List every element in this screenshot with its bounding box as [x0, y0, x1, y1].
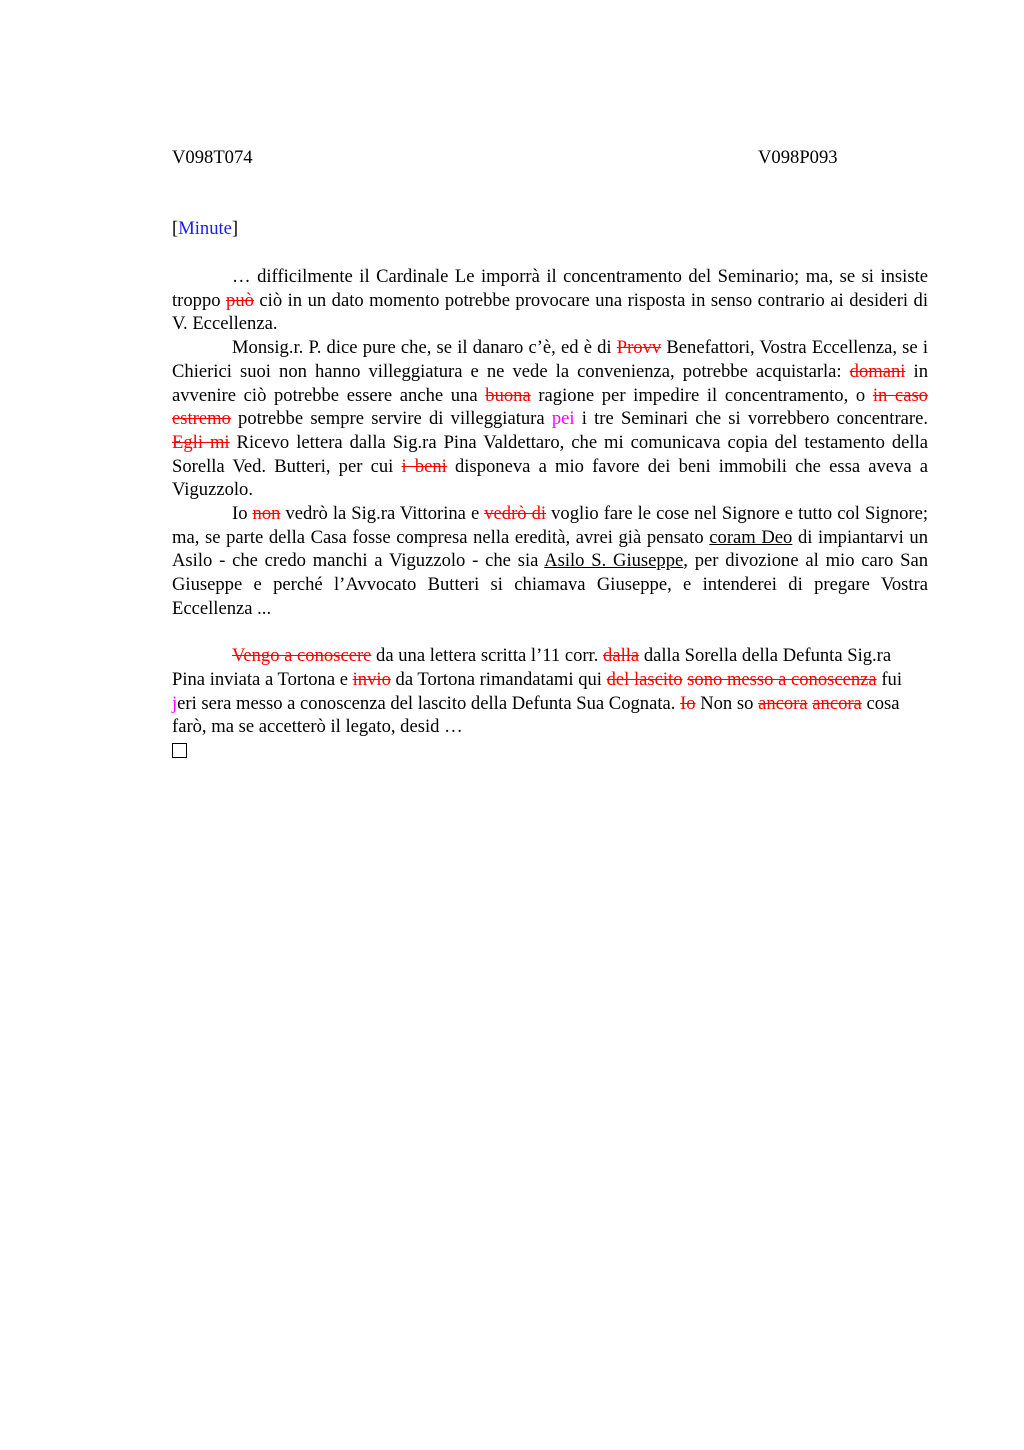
deleted-text: non — [252, 503, 281, 525]
text: Monsig.r. P. dice pure che, se il danaro c’è, ed è di — [232, 337, 617, 359]
text: Io — [232, 503, 253, 525]
text: voglio fare le cose nel Signore e tutto col Signore; ma, se parte della Casa fosse compresa nella eredità, avrei già pensato — [172, 503, 928, 548]
text: cosa farò, ma se accetterò il legato, desid … — [172, 692, 900, 738]
deleted-text: Vengo a conoscere — [232, 645, 372, 667]
deleted-text: Egli mi — [172, 431, 230, 453]
section-heading — [172, 218, 238, 240]
deleted-text: può — [226, 289, 254, 311]
paragraph-1 — [172, 265, 928, 336]
deleted-text: buona — [485, 384, 531, 406]
paragraph-4 — [172, 644, 928, 739]
text: in avvenire ciò potrebbe essere anche una — [172, 360, 928, 406]
text: fui — [876, 668, 902, 690]
deleted-text: Provv — [616, 337, 662, 359]
text: Benefattori, Vostra Eccellenza, se i Chierici suoi non hanno villeggiatura e ne vede la convenienza, potrebbe acquistarla: — [172, 337, 928, 382]
text: potrebbe sempre servire di villeggiatura — [230, 408, 552, 430]
letter-body — [172, 265, 928, 758]
deleted-text: invio — [352, 668, 391, 690]
text: dalla Sorella della Defunta Sig.ra Pina inviata a Tortona e — [172, 645, 892, 690]
bracket-open: [ — [172, 218, 179, 239]
deleted-text: in caso estremo — [172, 384, 928, 430]
text: ragione per impedire il concentramento, o — [530, 384, 873, 406]
underlined-text: coram Deo — [709, 526, 793, 548]
deleted-text: Io — [680, 692, 696, 714]
deleted-text: sono messo a conoscenza — [687, 668, 877, 690]
left-reference-code: V098T074 — [172, 147, 253, 168]
text: da una lettera scritta l’11 corr. — [371, 645, 604, 667]
checkbox-square-icon — [172, 743, 187, 758]
text: Non so — [695, 692, 759, 714]
deleted-text: ancora — [758, 692, 808, 714]
text: eri sera messo a conoscenza del lascito della Defunta Sua Cognata. — [177, 692, 681, 714]
deleted-text: i beni — [401, 455, 447, 477]
bracket-close: ] — [231, 218, 239, 239]
text: … difficilmente il Cardinale Le imporrà il concentramento del Seminario; ma, se si insiste troppo — [172, 266, 928, 311]
text: disponeva a mio favore dei beni immobili che essa aveva a Viguzzolo. — [172, 455, 929, 501]
paragraph-3 — [172, 502, 928, 621]
text: Ricevo lettera dalla Sig.ra Pina Valdettaro, che mi comunicava copia del testamento della Sorella Ved. Butteri, per cui — [172, 431, 929, 477]
text: vedrò la Sig.ra Vittorina e — [280, 503, 485, 525]
deleted-text: dalla — [603, 645, 640, 667]
text: , per divozione al mio caro San Giuseppe e perché l’Avvocato Butteri si chiamava Giuseppe, e intenderei di pregare Vostra Eccellenza ... — [172, 550, 928, 619]
deleted-text: vedrò di — [484, 503, 547, 525]
underlined-text: Asilo S. Giuseppe — [544, 550, 684, 572]
text: da Tortona rimandatami qui — [390, 668, 607, 690]
text: di impiantarvi un Asilo - che credo manchi a Viguzzolo - che sia — [172, 526, 928, 572]
deleted-text: del lascito — [606, 668, 683, 690]
deleted-text: domani — [849, 360, 906, 382]
deleted-text: ancora — [812, 692, 862, 714]
section-label: Minute — [178, 218, 232, 239]
text: i tre Seminari che si vorrebbero concentrare. — [574, 408, 929, 430]
paragraph-2 — [172, 336, 928, 502]
paragraph-gap — [172, 621, 928, 645]
right-reference-code: V098P093 — [758, 147, 838, 168]
inserted-text: j — [172, 692, 178, 714]
inserted-text: pei — [551, 408, 575, 430]
text: ciò in un dato momento potrebbe provocare una risposta in senso contrario ai desideri di V. Eccellenza. — [172, 289, 928, 335]
